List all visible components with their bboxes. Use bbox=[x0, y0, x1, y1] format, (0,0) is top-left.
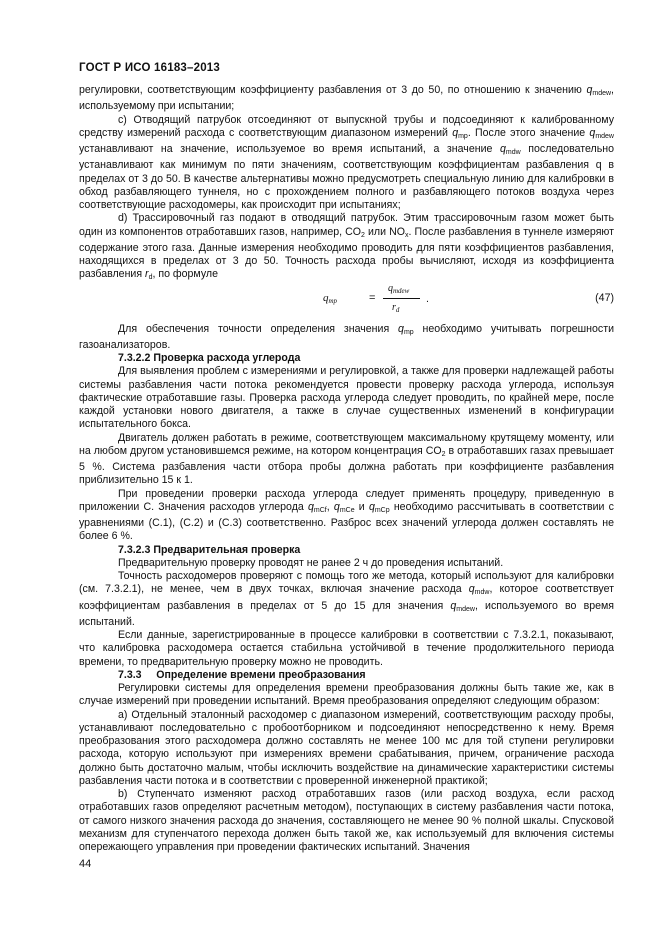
paragraph: b) Ступенчато изменяют расход отработавших газов (или расход воздуха, если расход отработавших газов определяют расчетным методом), поступающих в систему разбавления части потока, от самого низкого значения расхода до значения, составляющего не менее 90 % полной шкалы. Спусковой механизм для ступенчатого перехода должен быть такой же, как используемый для включения системы опережающего управления при проведении фактических испытаний. Значения bbox=[79, 788, 614, 853]
formula-47 bbox=[79, 282, 614, 323]
formula-equals: = bbox=[369, 291, 376, 304]
section-heading: 7.3.3 Определение времени преобразования bbox=[118, 668, 366, 681]
paragraph: Для обеспечения точности определения значения $q_{mp}$ необходимо учитывать погрешности газоанализаторов. bbox=[79, 322, 614, 351]
formula-numerator: $q_{mdew}$ bbox=[388, 282, 410, 295]
paragraph: Если данные, зарегистрированные в процессе калибровки в соответствии с 7.3.2.1, показывают, что калибровка расходомера остается стабильна устойчивой в течение продолжительного периода времени, то предварительную проверку можно не проводить. bbox=[79, 629, 614, 668]
page-body bbox=[79, 84, 614, 854]
paragraph: При проведении проверки расхода углерода следует применять процедуру, приведенную в приложении С. Значения расходов углерода $q_{mCf}$, $q_{mCe}$ и $q_{mCp}$ необходимо рассчитывать в соответствии с уравнениями (С.1), (С.2) и (С.3) соответственно. Разброс всех значений углерода должен составлять не более 6 %. bbox=[79, 487, 614, 543]
paragraph: Предварительную проверку проводят не ранее 2 ч до проведения испытаний. bbox=[118, 556, 504, 569]
paragraph: Двигатель должен работать в режиме, соответствующем максимальному крутящему моменту, или на любом другом установившемся режиме, на котором концентрация $CO_2$ в отработавших газах превышает 5 %. Система разбавления части отбора пробы должна работать при коэффициенте разбавления приблизительно 15 к 1. bbox=[79, 431, 614, 487]
paragraph: a) Отдельный эталонный расходомер с диапазоном измерений, соответствующим расходу пробы, устанавливают последовательно с пробоотборником и подсоединяют непосредственно к нему. Время преобразования этого расходомера должно составлять не менее 100 мс для той ступени регулировки расхода, которую используют при измерениях времени срабатывания, причем, ограничение расхода должно быть достаточно малым, чтобы исключить воздействие на динамические характеристики системы разбавления части потока и в соответствии с проверенной инженерной практикой; bbox=[79, 708, 614, 787]
paragraph: регулировки, соответствующим коэффициенту разбавления от 3 до 50, по отношению к значению $q_{mdew}$, используемому при испытании; bbox=[79, 84, 614, 113]
paragraph: Регулировки системы для определения времени преобразования должны быть такие же, как в случае измерений при проведении испытаний. Время преобразования определяют следующим образом: bbox=[79, 682, 614, 708]
formula-denominator: $r_d$ bbox=[392, 301, 400, 314]
document-header: ГОСТ Р ИСО 16183–2013 bbox=[79, 62, 220, 74]
formula-lhs: $q_{mp}$ bbox=[323, 291, 338, 305]
section-heading: 7.3.2.3 Предварительная проверка bbox=[118, 543, 301, 556]
paragraph: Точность расходомеров проверяют с помощь того же метода, который используют для калибровки (см. 7.3.2.1), не менее, чем в двух точках, включая значение расхода $q_{mdw}$, которое соответствует коэффициентам разбавления в пределах от 5 до 15 для значения $q_{mdew}$, используемого во время испытаний. bbox=[79, 570, 615, 628]
paragraph: d) Трассировочный газ подают в отводящий патрубок. Этим трассировочным газом может быть один из компонентов отработавших газов, например, $CO_2$ или $NO_x$. После разбавления в туннеле измеряют содержание этого газа. Данные измерения необходимо проводить для пяти коэффициентов разбавления, находящихся в пределах от 3 до 50. Точность расхода пробы вычисляют, исходя из коэффициента разбавления $r_d$, по формуле bbox=[79, 212, 614, 282]
formula-period: . bbox=[426, 292, 429, 305]
paragraph: Для выявления проблем с измерениями и регулировкой, а также для проверки надлежащей работы системы разбавления части потока рекомендуется провести проверку расхода углерода, используя фактические отработавшие газы. Проверка расхода углерода следует проводить, по крайней мере, после каждой установки нового двигателя, а также в случае существенных изменений в конфигурации испытательного бокса. bbox=[79, 365, 614, 431]
fraction-bar bbox=[383, 298, 420, 299]
equation-number: (47) bbox=[595, 291, 614, 304]
paragraph: c) Отводящий патрубок отсоединяют от выпускной трубы и подсоединяют к калиброванному средству измерений расхода с соответствующим диапазоном измерений $q_{mp}$. После этого значение $q_{mdew}$ устанавливают на значение, используемое во время испытаний, а значение $q_{mdw}$ последовательно устанавливают как минимум по пяти значениям, соответствующим коэффициентам разбавления q в пределах от 3 до 50. В качестве альтернативы можно предусмотреть специальную линию для калибровки в обход разбавляющего туннеля, но с прохождением полного и разбавляющего потоков воздуха через соответствующие расходомеры, как происходит при испытаниях; bbox=[79, 113, 614, 211]
page-number: 44 bbox=[79, 858, 92, 870]
section-heading: 7.3.2.2 Проверка расхода углерода bbox=[118, 352, 301, 364]
